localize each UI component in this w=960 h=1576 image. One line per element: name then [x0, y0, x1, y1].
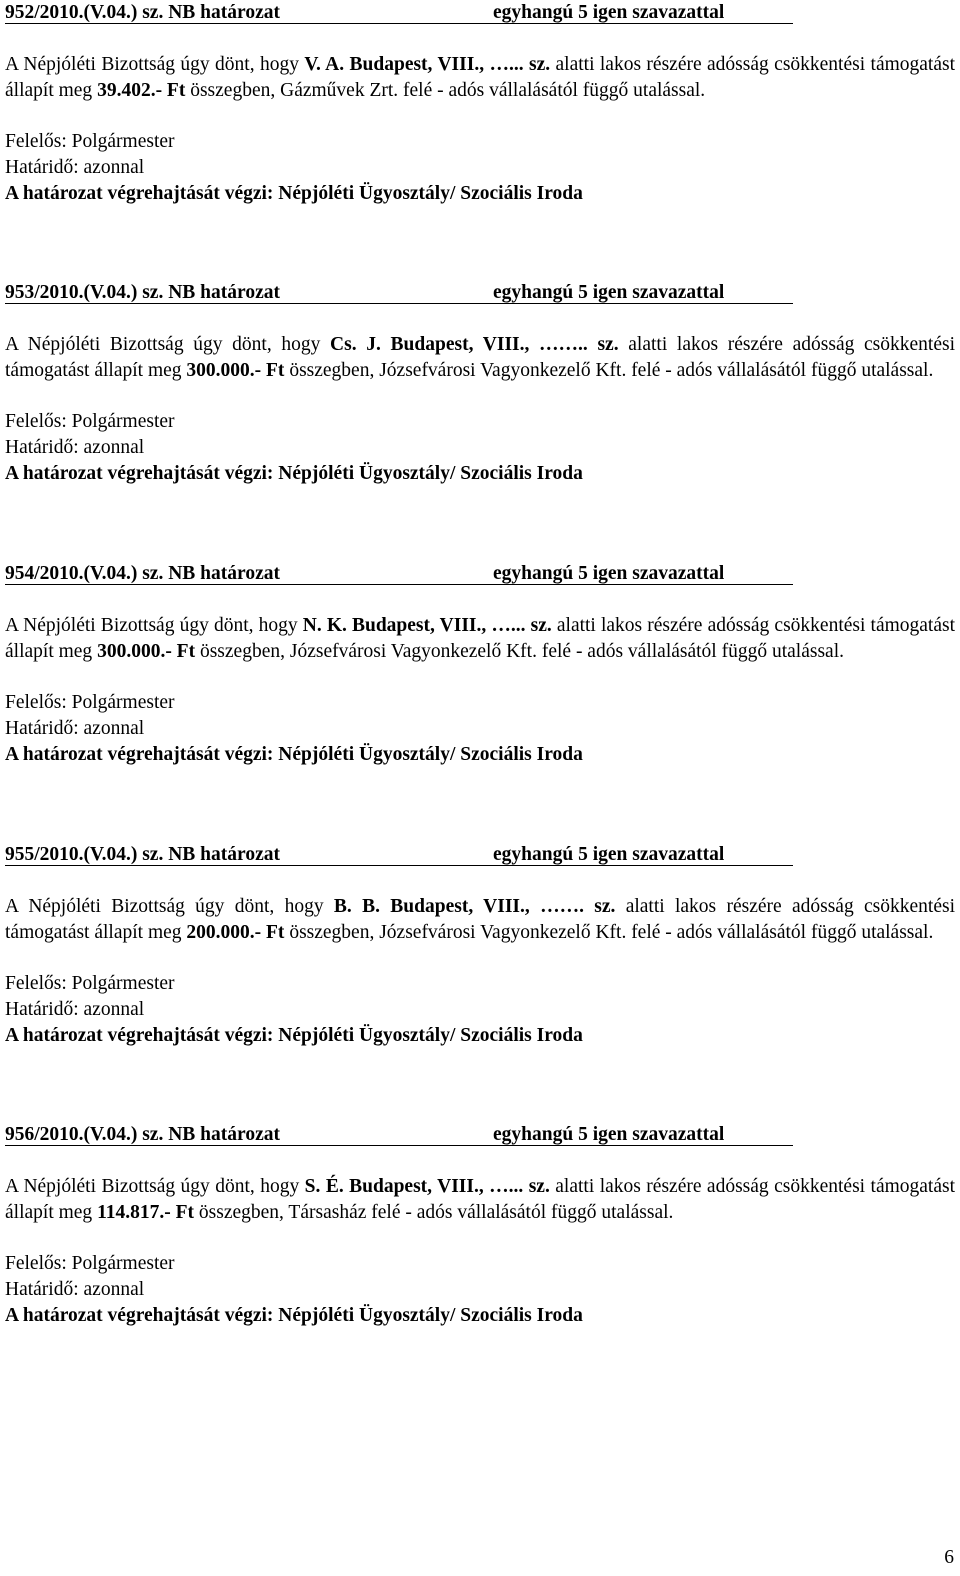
- executor-line: A határozat végrehajtását végzi: Népjóléti Ügyosztály/ Szociális Iroda: [5, 1024, 583, 1046]
- vote-result: egyhangú 5 igen szavazattal: [493, 1124, 725, 1145]
- executor-line: A határozat végrehajtását végzi: Népjóléti Ügyosztály/ Szociális Iroda: [5, 1304, 583, 1326]
- text-part-bold: N. K. Budapest, VIII., …... sz.: [302, 615, 552, 636]
- text-part-bold: V. A. Budapest, VIII., …... sz.: [304, 54, 551, 75]
- header-underline: [5, 303, 793, 304]
- resolution-952: [5, 0, 955, 207]
- amount: 200.000.- Ft: [186, 921, 285, 943]
- responsible-line: Felelős: Polgármester: [5, 692, 175, 714]
- deadline-line: Határidő: azonnal: [5, 1279, 145, 1301]
- vote-result: egyhangú 5 igen szavazattal: [493, 2, 725, 23]
- text-part: összegben, Józsefvárosi Vagyonkezelő Kft. felé - adós vállalásától függő utalással.: [195, 640, 844, 662]
- responsible-line: Felelős: Polgármester: [5, 1253, 175, 1275]
- header-underline: [5, 23, 793, 24]
- responsible-line: Felelős: Polgármester: [5, 411, 175, 433]
- resolution-number: 955/2010.(V.04.) sz. NB határozat: [5, 844, 280, 865]
- header-underline: [5, 1145, 793, 1146]
- text-part: alatti lakos részére adósság csökkentési támogatást állapít meg: [5, 54, 956, 101]
- responsible-line: Felelős: Polgármester: [5, 973, 175, 995]
- text-part: alatti lakos részére adósság csökkentési támogatást állapít meg: [5, 615, 955, 662]
- resolution-953: [5, 280, 955, 487]
- page-number: 6: [944, 1547, 954, 1568]
- text-part: A Népjóléti Bizottság úgy dönt, hogy: [5, 334, 331, 355]
- deadline-line: Határidő: azonnal: [5, 157, 145, 179]
- text-part: összegben, Józsefvárosi Vagyonkezelő Kft. felé - adós vállalásától függő utalással.: [284, 359, 934, 381]
- resolution-meta: [5, 971, 955, 1048]
- resolution-header: [5, 1122, 955, 1148]
- resolution-meta: [5, 690, 955, 767]
- text-part: A Népjóléti Bizottság úgy dönt, hogy: [5, 1176, 305, 1197]
- resolution-number: 953/2010.(V.04.) sz. NB határozat: [5, 282, 280, 303]
- amount: 114.817.- Ft: [97, 1201, 195, 1223]
- text-part: A Népjóléti Bizottság úgy dönt, hogy: [5, 896, 334, 917]
- resolution-text: [5, 613, 955, 664]
- text-part: alatti lakos részére adósság csökkentési támogatást állapít meg: [5, 896, 955, 943]
- text-part: alatti lakos részére adósság csökkentési támogatást állapít meg: [5, 1176, 955, 1223]
- executor-line: A határozat végrehajtását végzi: Népjóléti Ügyosztály/ Szociális Iroda: [5, 743, 583, 765]
- text-part: alatti lakos részére adósság csökkentési támogatást állapít meg: [5, 334, 955, 381]
- text-part: A Népjóléti Bizottság úgy dönt, hogy: [5, 54, 305, 75]
- responsible-line: Felelős: Polgármester: [5, 131, 175, 153]
- resolution-header: [5, 561, 955, 587]
- resolution-number: 954/2010.(V.04.) sz. NB határozat: [5, 563, 280, 584]
- text-part: összegben, Társasház felé - adós vállalásától függő utalással.: [194, 1201, 674, 1223]
- resolution-meta: [5, 129, 955, 206]
- text-part-bold: Cs. J. Budapest, VIII., …….. sz.: [330, 334, 619, 355]
- resolution-text: [5, 332, 955, 383]
- executor-line: A határozat végrehajtását végzi: Népjóléti Ügyosztály/ Szociális Iroda: [5, 462, 583, 484]
- resolution-956: [5, 1122, 955, 1329]
- vote-result: egyhangú 5 igen szavazattal: [493, 844, 725, 865]
- resolution-header: [5, 0, 955, 26]
- amount: 39.402.- Ft: [97, 79, 186, 101]
- resolution-meta: [5, 1251, 955, 1328]
- deadline-line: Határidő: azonnal: [5, 999, 145, 1021]
- resolution-header: [5, 842, 955, 868]
- text-part-bold: B. B. Budapest, VIII., ……. sz.: [333, 896, 616, 917]
- header-underline: [5, 865, 793, 866]
- text-part: A Népjóléti Bizottság úgy dönt, hogy: [5, 615, 303, 636]
- amount: 300.000.- Ft: [186, 359, 285, 381]
- vote-result: egyhangú 5 igen szavazattal: [493, 563, 725, 584]
- text-part-bold: S. É. Budapest, VIII., …... sz.: [304, 1176, 550, 1197]
- resolution-number: 956/2010.(V.04.) sz. NB határozat: [5, 1124, 280, 1145]
- resolution-header: [5, 280, 955, 306]
- deadline-line: Határidő: azonnal: [5, 437, 145, 459]
- resolution-text: [5, 1174, 955, 1225]
- resolution-number: 952/2010.(V.04.) sz. NB határozat: [5, 2, 280, 23]
- resolution-954: [5, 561, 955, 768]
- vote-result: egyhangú 5 igen szavazattal: [493, 282, 725, 303]
- amount: 300.000.- Ft: [97, 640, 196, 662]
- executor-line: A határozat végrehajtását végzi: Népjóléti Ügyosztály/ Szociális Iroda: [5, 182, 583, 204]
- resolution-955: [5, 842, 955, 1049]
- resolution-text: [5, 894, 955, 945]
- deadline-line: Határidő: azonnal: [5, 718, 145, 740]
- text-part: összegben, Gázművek Zrt. felé - adós vállalásától függő utalással.: [185, 79, 706, 101]
- resolution-text: [5, 52, 955, 103]
- header-underline: [5, 584, 793, 585]
- resolution-meta: [5, 409, 955, 486]
- text-part: összegben, Józsefvárosi Vagyonkezelő Kft. felé - adós vállalásától függő utalással.: [284, 921, 934, 943]
